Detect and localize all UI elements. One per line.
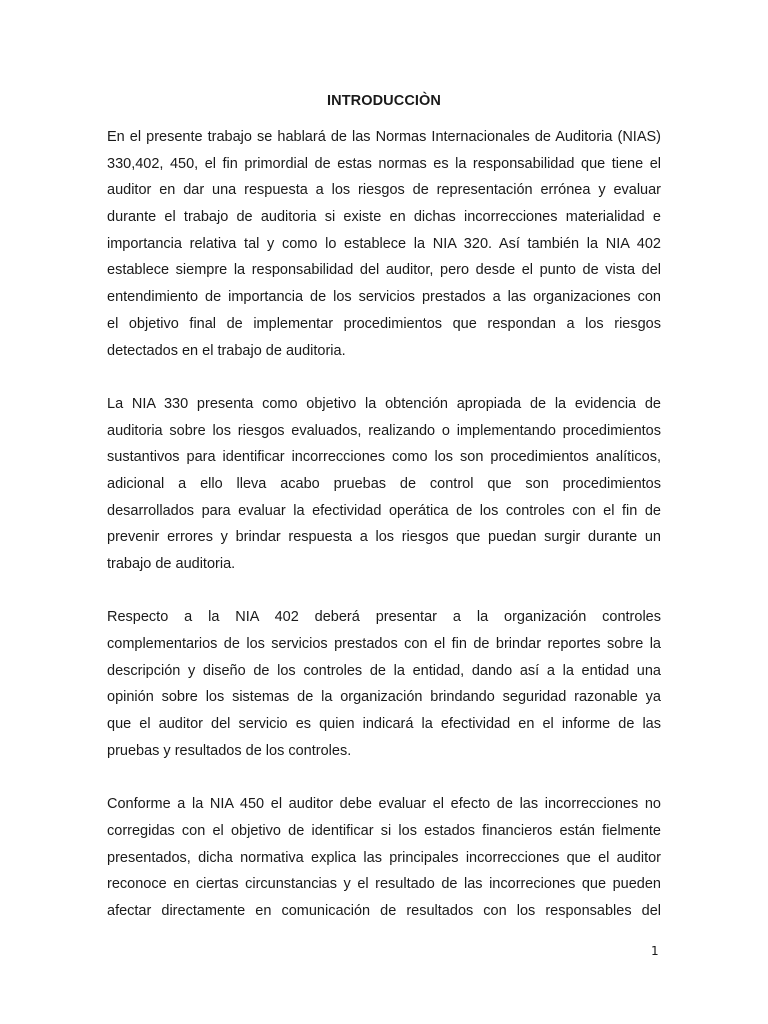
paragraph-line: 330,402, 450, el fin primordial de estas normas es la responsabilidad que tiene el bbox=[107, 155, 661, 172]
paragraph-line: entendimiento de importancia de los servicios prestados a las organizaciones con bbox=[107, 289, 661, 306]
paragraph-line: complementarios de los servicios prestados con el fin de brindar reportes sobre la bbox=[107, 636, 661, 653]
paragraph-line: trabajo de auditoria. bbox=[107, 556, 236, 572]
paragraph-line: Respecto a la NIA 402 deberá presentar a la organización controles bbox=[107, 609, 661, 626]
paragraph-line: sustantivos para identificar incorrecciones como los son procedimientos analíticos, bbox=[107, 449, 661, 466]
paragraph-line: descripción y diseño de los controles de la entidad, dando así a la entidad una bbox=[107, 662, 661, 679]
paragraph-line: durante el trabajo de auditoria si existe en dichas incorrecciones materialidad e bbox=[107, 209, 661, 226]
paragraph bbox=[107, 791, 661, 924]
paragraph-line: Conforme a la NIA 450 el auditor debe evaluar el efecto de las incorrecciones no bbox=[107, 796, 661, 813]
paragraph-line: pruebas y resultados de los controles. bbox=[107, 742, 352, 759]
paragraph-line: establece siempre la responsabilidad del auditor, pero desde el punto de vista del bbox=[107, 262, 661, 279]
paragraph-line: opinión sobre los sistemas de la organización brindando seguridad razonable ya bbox=[107, 689, 661, 706]
paragraph-line: prevenir errores y brindar respuesta a los riesgos que puedan surgir durante un bbox=[107, 529, 661, 546]
paragraph-line: el objetivo final de implementar procedimientos que respondan a los riesgos bbox=[107, 315, 661, 332]
paragraph-line: adicional a ello lleva acabo pruebas de control que son procedimientos bbox=[107, 475, 661, 492]
paragraph-line: auditoria sobre los riesgos evaluados, realizando o implementando procedimientos bbox=[107, 422, 661, 439]
paragraph-line: En el presente trabajo se hablará de las Normas Internacionales de Auditoria (NIAS) bbox=[107, 129, 661, 145]
paragraph-line: presentados, dicha normativa explica las principales incorrecciones que el auditor bbox=[107, 849, 661, 866]
paragraph-line: detectados en el trabajo de auditoria. bbox=[107, 342, 346, 359]
paragraph bbox=[107, 391, 661, 578]
paragraph-line: desarrollados para evaluar la efectividad operática de los controles con el fin de bbox=[107, 502, 661, 519]
page-title: INTRODUCCIÒN bbox=[327, 93, 441, 109]
paragraph-line: corregidas con el objetivo de identificar si los estados financieros están fielmente bbox=[107, 822, 661, 839]
paragraph bbox=[107, 124, 661, 364]
page-number: 1 bbox=[651, 944, 659, 958]
paragraph-line: auditor en dar una respuesta a los riesgos de representación errónea y evaluar bbox=[107, 182, 661, 199]
paragraph-line: que el auditor del servicio es quien indicará la efectividad en el informe de las bbox=[107, 716, 661, 733]
paragraph-line: importancia relativa tal y como lo establece la NIA 320. Así también la NIA 402 bbox=[107, 235, 661, 252]
paragraph-line: afectar directamente en comunicación de resultados con los responsables del bbox=[107, 902, 661, 919]
paragraph bbox=[107, 604, 661, 764]
paragraph-line: La NIA 330 presenta como objetivo la obtención apropiada de la evidencia de bbox=[107, 395, 661, 412]
paragraph-line: reconoce en ciertas circunstancias y el resultado de las incorreciones que pueden bbox=[107, 876, 661, 893]
document-body bbox=[107, 124, 661, 951]
